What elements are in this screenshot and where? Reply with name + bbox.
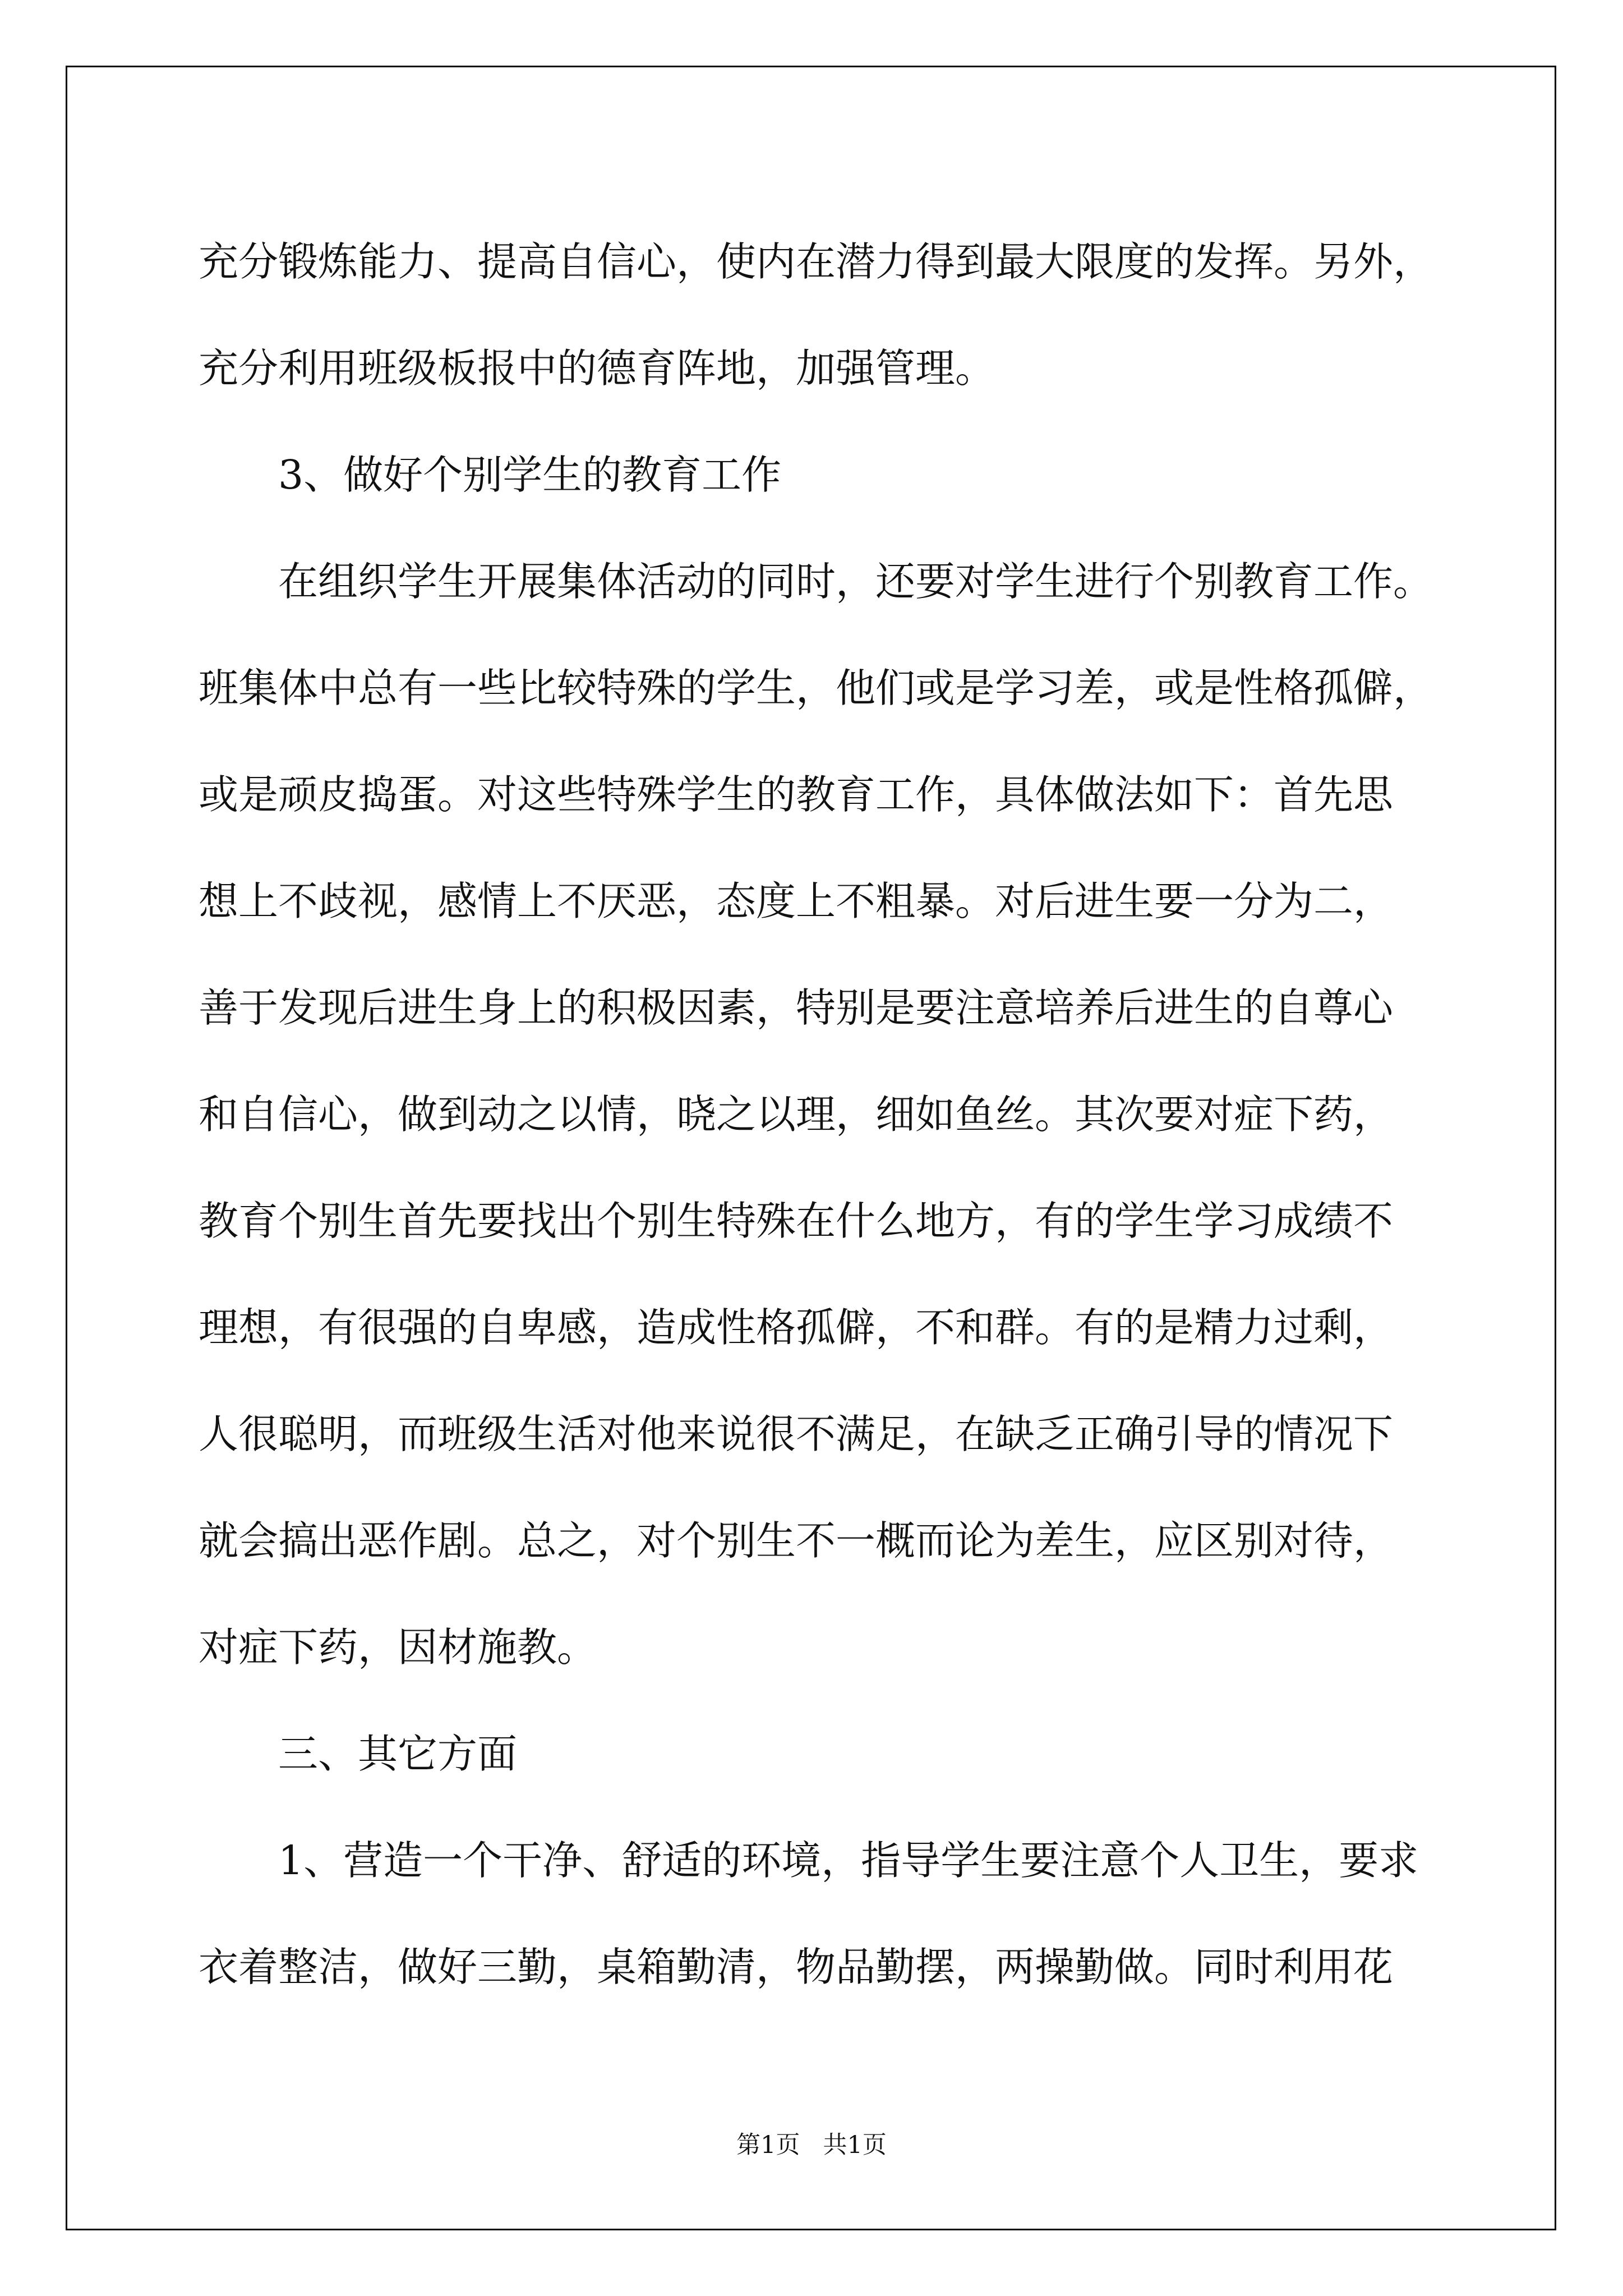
text-line: 衣着整洁，做好三勤，桌箱勤清，物品勤摆，两操勤做。同时利用花	[199, 1944, 1394, 1990]
text-line: 人很聪明，而班级生活对他来说很不满足，在缺乏正确引导的情况下	[199, 1411, 1394, 1457]
text-line: 想上不歧视，感情上不厌恶，态度上不粗暴。对后进生要一分为二，	[199, 878, 1394, 924]
text-line: 对症下药，因材施教。	[199, 1624, 597, 1671]
text-line: 和自信心，做到动之以情，晓之以理，细如鱼丝。其次要对症下药，	[199, 1091, 1394, 1138]
page-footer: 第1页 共1页	[736, 2131, 887, 2159]
text-line: 班集体中总有一些比较特殊的学生，他们或是学习差，或是性格孤僻，	[199, 665, 1433, 711]
text-line: 1、营造一个干净、舒适的环境，指导学生要注意个人卫生，要求	[278, 1837, 1419, 1884]
text-line: 充分锻炼能力、提高自信心，使内在潜力得到最大限度的发挥。另外，	[199, 238, 1433, 285]
text-line: 理想，有很强的自卑感，造成性格孤僻，不和群。有的是精力过剩，	[199, 1304, 1394, 1351]
section-heading: 3、做好个别学生的教育工作	[278, 452, 782, 498]
text-line: 或是顽皮捣蛋。对这些特殊学生的教育工作，具体做法如下：首先思	[199, 771, 1394, 818]
document-body	[199, 209, 1433, 2021]
section-heading: 三、其它方面	[278, 1731, 518, 1777]
text-line: 就会搞出恶作剧。总之，对个别生不一概而论为差生，应区别对待，	[199, 1517, 1394, 1564]
text-line: 在组织学生开展集体活动的同时，还要对学生进行个别教育工作。	[278, 558, 1433, 605]
text-line: 善于发现后进生身上的积极因素，特别是要注意培养后进生的自尊心	[199, 984, 1394, 1031]
text-line: 教育个别生首先要找出个别生特殊在什么地方，有的学生学习成绩不	[199, 1198, 1394, 1244]
text-line: 充分利用班级板报中的德育阵地，加强管理。	[199, 345, 995, 392]
